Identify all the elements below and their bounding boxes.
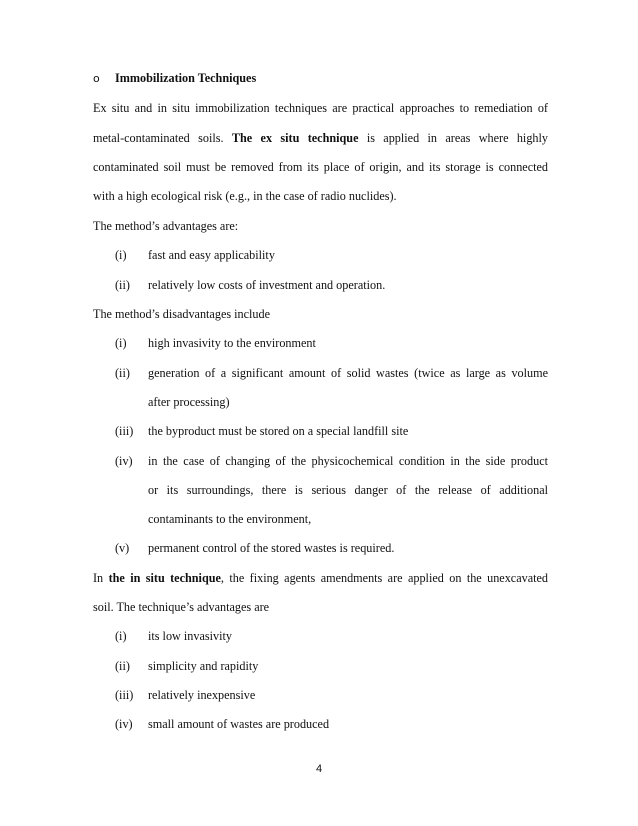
list-number: (iv) [115, 454, 133, 468]
disadvantages-intro: The method’s disadvantages include [93, 307, 271, 321]
paragraph-line [93, 130, 548, 146]
list-number: (iii) [115, 424, 134, 438]
list-text: its low invasivity [148, 629, 232, 643]
text-run: is applied in areas where highly [358, 131, 548, 145]
list-text: small amount of wastes are produced [148, 717, 330, 731]
list-continuation: after processing) [148, 395, 230, 409]
list-continuation: or its surroundings, there is serious danger of the release of additional [148, 483, 548, 497]
list-text: relatively low costs of investment and operation. [148, 278, 386, 292]
ex-situ-term: The ex situ technique [231, 131, 359, 145]
list-text: permanent control of the stored wastes is required. [148, 541, 395, 555]
list-number: (ii) [115, 366, 130, 380]
in-situ-term: the in situ technique [108, 571, 221, 585]
list-number: (i) [115, 336, 127, 350]
paragraph-line: with a high ecological risk (e.g., in the case of radio nuclides). [93, 189, 397, 203]
list-text: in the case of changing of the physicochemical condition in the side product [148, 454, 548, 468]
text-run: , the fixing agents amendments are applied on the unexcavated [220, 571, 549, 585]
paragraph-line: soil. The technique’s advantages are [93, 600, 270, 614]
list-text: fast and easy applicability [148, 248, 275, 262]
paragraph-line: contaminated soil must be removed from its place of origin, and its storage is connected [93, 160, 548, 174]
list-number: (i) [115, 248, 127, 262]
section-heading [93, 70, 256, 87]
text-run: In [93, 571, 109, 585]
list-number: (v) [115, 541, 130, 555]
list-text: simplicity and rapidity [148, 659, 259, 673]
list-number: (ii) [115, 278, 130, 292]
list-number: (ii) [115, 659, 130, 673]
list-number: (iii) [115, 688, 134, 702]
advantages-intro: The method’s advantages are: [93, 219, 239, 233]
bullet-icon: o [93, 72, 100, 85]
list-number: (i) [115, 629, 127, 643]
paragraph-line [93, 570, 548, 586]
list-number: (iv) [115, 717, 133, 731]
list-continuation: contaminants to the environment, [148, 512, 312, 526]
list-text: relatively inexpensive [148, 688, 256, 702]
list-text: the byproduct must be stored on a special landfill site [148, 424, 409, 438]
list-text: high invasivity to the environment [148, 336, 316, 350]
heading-title: Immobilization Techniques [115, 71, 257, 85]
paragraph-line: Ex situ and in situ immobilization techniques are practical approaches to remediation of [93, 101, 548, 115]
text-run: metal-contaminated soils. [93, 131, 232, 145]
list-text: generation of a significant amount of solid wastes (twice as large as volume [148, 366, 548, 380]
page-number: 4 [315, 763, 323, 775]
